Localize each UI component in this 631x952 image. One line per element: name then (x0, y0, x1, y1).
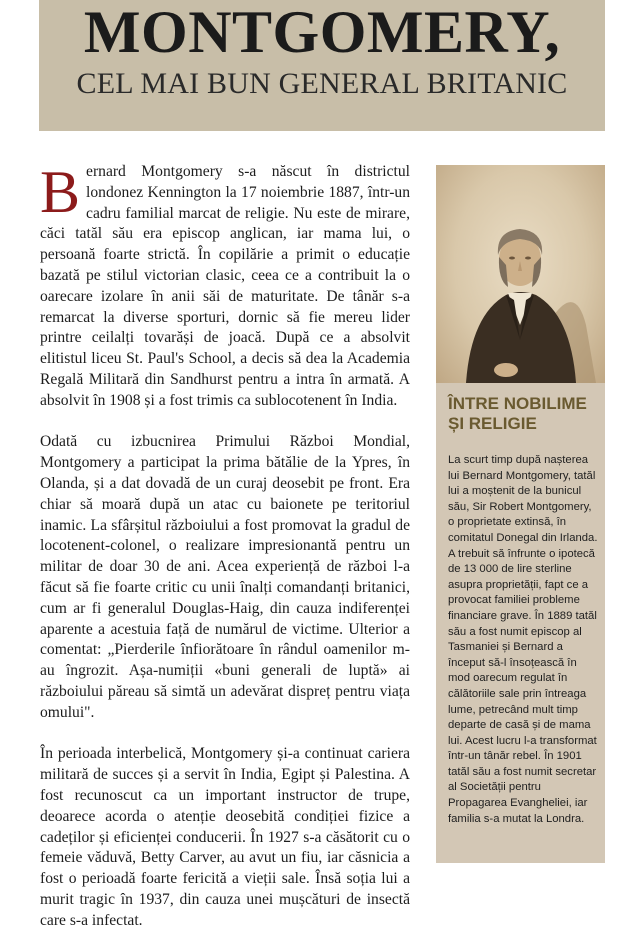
sidebar-heading (448, 394, 598, 434)
article-paragraph-2: Odată cu izbucnirea Primului Război Mondial, Montgomery a participat la prima bătălie de la Ypres, în Olanda, și a dat dovadă de un curaj deosebit pe front. Era chiar să moară după un atac cu baionete pe teritoriul inamic. La sfârșitul războiului a fost promovat la gradul de locotenent-colonel, o realizare impresionantă pentru un militar de doar 30 de ani. Acea experiență de război l-a făcut să fie foarte critic cu unii înalți comandanți britanici, cum ar fi generalul Douglas-Haig, din cauza indiferenței aparente a acestuia față de numărul de victime. Ulterior a comentat: „Pierderile înfiorătoare în rândul oamenilor m-au îngrozit. Așa-numiții «buni generali de luptă» ai războiului păreau să simtă un adevărat dispreț pentru viața omului". (40, 433, 410, 721)
page-title: MONTGOMERY, (83, 0, 561, 65)
article-paragraph-3: În perioada interbelică, Montgomery și-a continuat cariera militară de succes și a servit în India, Egipt și Palestina. A fost recunoscut ca un important instructor de trupe, deoarece acorda o atenție deosebită condiției fizice a cadeților și eficienței conducerii. În 1927 s-a căsătorit cu o femeie văduvă, Betty Carver, au avut un fiu, iar căsnicia a fost o perioadă foarte fericită a vieții sale. Însă soția lui a murit tragic în 1937, din cauza unei mușcături de insectă care s-a infectat. (40, 745, 410, 929)
portrait-image (436, 165, 605, 383)
article-paragraph-1-text: ernard Montgomery s-a născut în districtul londonez Kennington la 17 noiembrie 1887, într-un cadru familial marcat de religie. Nu este de mirare, căci tatăl său era episcop anglican, iar mama lui, o persoană foarte strictă. În copilărie a primit o educație bazată pe stilul victorian clasic, ceea ce a contribuit la o oarecare izolare în anii săi de maturitate. De tânăr s-a remarcat la diverse sporturi, dornic să fie mereu lider printre ceilalți tovarăși de joacă. După ce a absolvit elitistul liceu St. Paul's School, a decis să dea la Academia Regală Militară din Sandhurst pentru a intra în armată. A absolvit în 1908 și a fost trimis ca sublocotenent în India. (40, 163, 410, 409)
title-banner (39, 0, 605, 131)
sidebar-heading-line-2: ȘI RELIGIE (448, 414, 537, 433)
sidebar-box (436, 165, 605, 863)
page-subtitle: CEL MAI BUN GENERAL BRITANIC (76, 67, 568, 100)
article-paragraph-1 (40, 159, 410, 412)
portrait-photo (436, 165, 605, 383)
article-body (40, 159, 410, 952)
sidebar-text: La scurt timp după nașterea lui Bernard Montgomery, tatăl lui a moștenit de la bunicul său, Sir Robert Montgomery, o proprietate extinsă, în comitatul Donegal din Irlanda. A trebuit să înfrunte o ipotecă de 13 000 de lire sterline asupra proprietății, fapt ce a provocat familiei probleme financiare grave. În 1889 tatăl său a fost numit episcop al Tasmaniei și Bernard a început să-l însoțească în mod oarecum regulat în călătoriile sale prin întreaga lume, petrecând mult timp departe de casă și de mama lui. Acest lucru l-a transformat într-un tânăr rebel. În 1901 tatăl său a fost numit secretar al Societății pentru Propagarea Evangheliei, iar familia s-a mutat la Londra. (448, 454, 598, 825)
drop-cap: B (40, 159, 81, 225)
sidebar-heading-line-1: ÎNTRE NOBILIME (448, 394, 587, 413)
